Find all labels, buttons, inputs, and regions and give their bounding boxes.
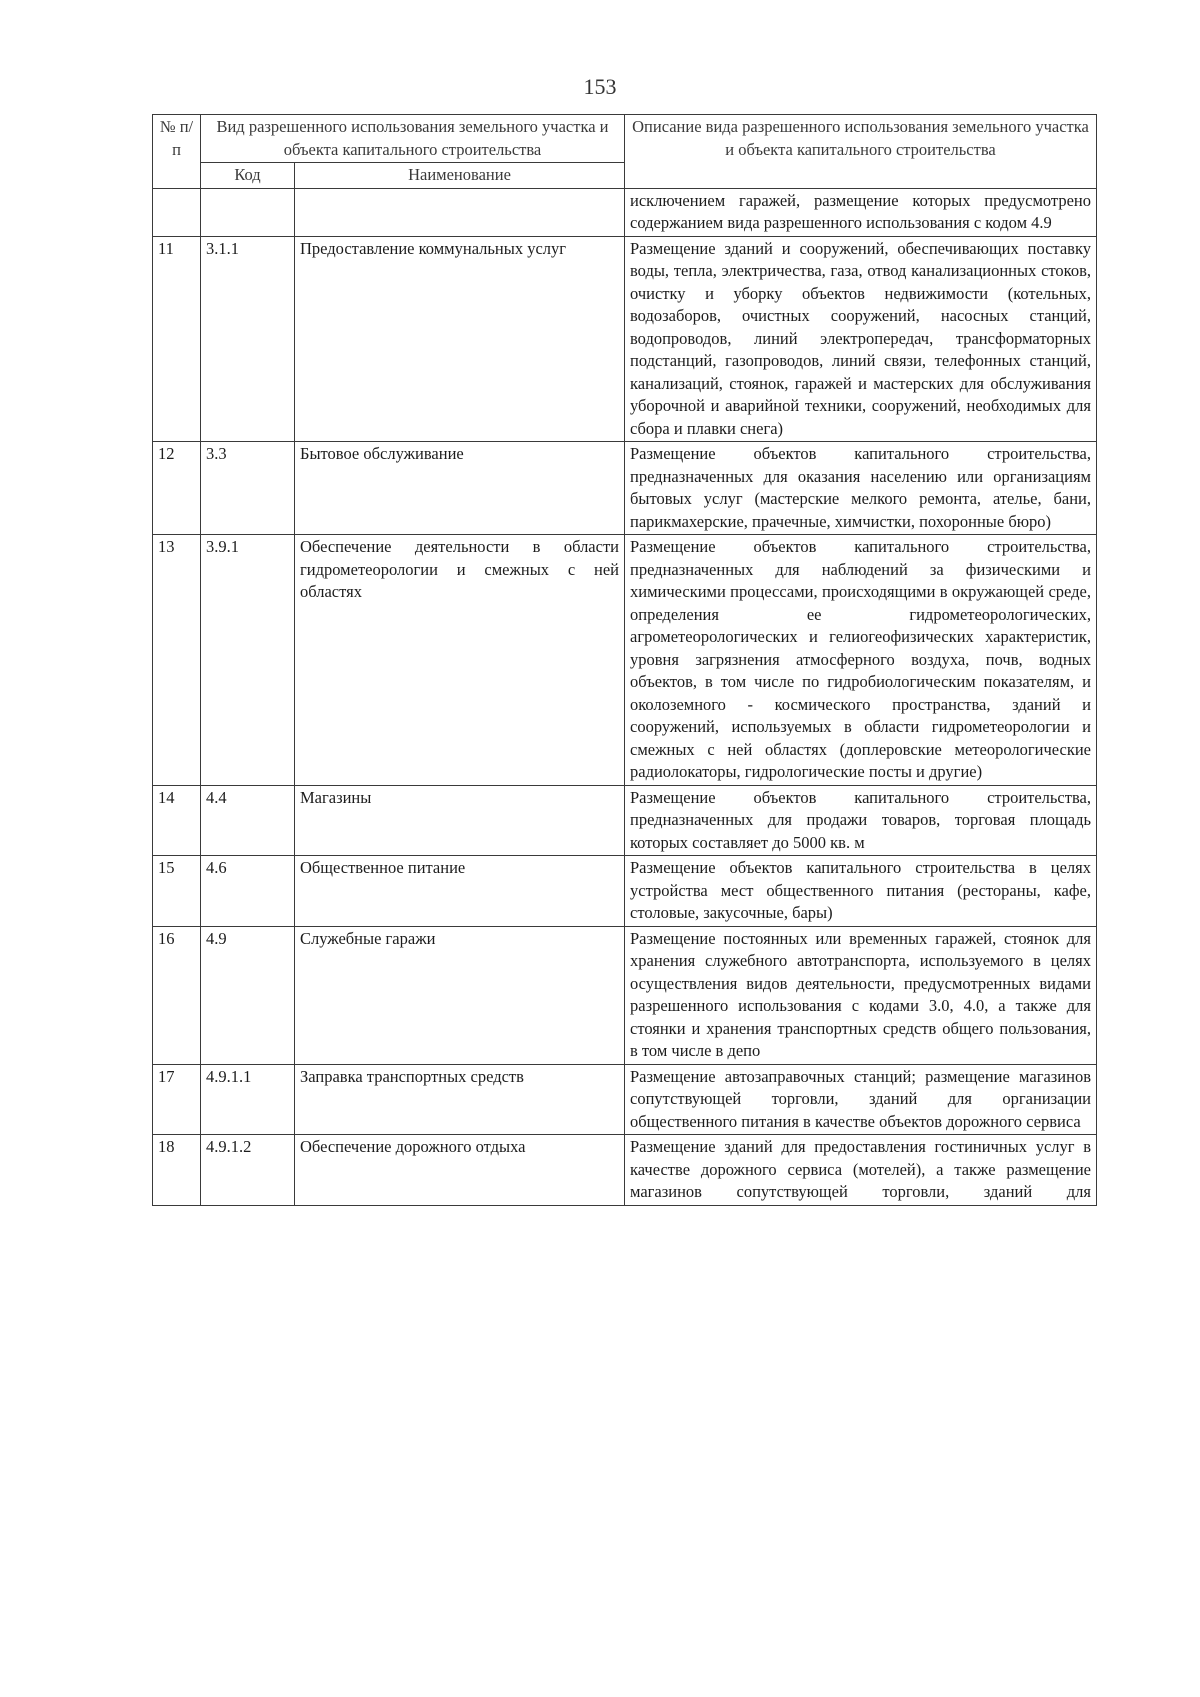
table-row	[153, 442, 1097, 535]
cell-name: Предоставление коммунальных услуг	[295, 236, 625, 442]
table-header	[153, 115, 1097, 189]
cell-description: Размещение зданий для предоставления гостиничных услуг в качестве дорожного сервиса (мотелей), а также размещение магазинов сопутствующей торговли, зданий для	[625, 1135, 1097, 1206]
page-number: 153	[583, 74, 617, 99]
header-code: Код	[201, 163, 295, 189]
land-use-table	[152, 114, 1097, 1206]
cell-description: Размещение объектов капитального строительства, предназначенных для продажи товаров, торговая площадь которых составляет до 5000 кв. м	[625, 785, 1097, 856]
cell-description: Размещение объектов капитального строительства, предназначенных для оказания населению или организациям бытовых услуг (мастерские мелкого ремонта, ателье, бани, парикмахерские, прачечные, химчистки, похоронные бюро)	[625, 442, 1097, 535]
cell-description: Размещение постоянных или временных гаражей, стоянок для хранения служебного автотранспорта, используемого в целях осуществления видов деятельности, предусмотренных видами разрешенного использования с кодами 3.0, 4.0, а также для стоянки и хранения транспортных средств общего пользования, в том числе в депо	[625, 926, 1097, 1064]
cell-name: Служебные гаражи	[295, 926, 625, 1064]
cell-name: Обеспечение дорожного отдыха	[295, 1135, 625, 1206]
cell-code: 3.3	[201, 442, 295, 535]
table-row	[153, 856, 1097, 927]
cell-name: Обеспечение деятельности в области гидрометеорологии и смежных с ней областях	[295, 535, 625, 786]
table-row	[153, 236, 1097, 442]
cell-name: Бытовое обслуживание	[295, 442, 625, 535]
table-row	[153, 535, 1097, 786]
cell-number: 18	[153, 1135, 201, 1206]
cell-name	[295, 188, 625, 236]
header-vri-group: Вид разрешенного использования земельного участка и объекта капитального строительства	[201, 115, 625, 163]
cell-number: 14	[153, 785, 201, 856]
cell-code: 4.9	[201, 926, 295, 1064]
cell-code: 3.1.1	[201, 236, 295, 442]
header-number: № п/п	[153, 115, 201, 189]
cell-code: 3.9.1	[201, 535, 295, 786]
header-description: Описание вида разрешенного использования земельного участка и объекта капитального строительства	[625, 115, 1097, 189]
cell-description: исключением гаражей, размещение которых предусмотрено содержанием вида разрешенного использования с кодом 4.9	[625, 188, 1097, 236]
cell-description: Размещение автозаправочных станций; размещение магазинов сопутствующей торговли, зданий для организации общественного питания в качестве объектов дорожного сервиса	[625, 1064, 1097, 1135]
cell-name: Заправка транспортных средств	[295, 1064, 625, 1135]
table-row	[153, 1135, 1097, 1206]
cell-number: 11	[153, 236, 201, 442]
cell-number	[153, 188, 201, 236]
cell-code	[201, 188, 295, 236]
cell-description: Размещение объектов капитального строительства в целях устройства мест общественного питания (рестораны, кафе, столовые, закусочные, бары)	[625, 856, 1097, 927]
cell-name: Общественное питание	[295, 856, 625, 927]
cell-code: 4.9.1.2	[201, 1135, 295, 1206]
cell-code: 4.6	[201, 856, 295, 927]
cell-number: 17	[153, 1064, 201, 1135]
cell-description: Размещение объектов капитального строительства, предназначенных для наблюдений за физическими и химическими процессами, происходящими в окружающей среде, определения ее гидрометеорологических, агрометеорологических и гелиогеофизических характеристик, уровня загрязнения атмосферного воздуха, почв, водных объектов, в том числе по гидробиологическим показателям, и околоземного - космического пространства, зданий и сооружений, используемых в области гидрометеорологии и смежных с ней областях (доплеровские метеорологические радиолокаторы, гидрологические посты и другие)	[625, 535, 1097, 786]
cell-code: 4.9.1.1	[201, 1064, 295, 1135]
table-row	[153, 926, 1097, 1064]
table-row	[153, 1064, 1097, 1135]
table-row	[153, 785, 1097, 856]
header-name: Наименование	[295, 163, 625, 189]
cell-code: 4.4	[201, 785, 295, 856]
cell-name: Магазины	[295, 785, 625, 856]
cell-number: 13	[153, 535, 201, 786]
cell-description: Размещение зданий и сооружений, обеспечивающих поставку воды, тепла, электричества, газа, отвод канализационных стоков, очистку и уборку объектов недвижимости (котельных, водозаборов, очистных сооружений, насосных станций, водопроводов, линий электропередач, трансформаторных подстанций, газопроводов, линий связи, телефонных станций, канализаций, стоянок, гаражей и мастерских для обслуживания уборочной и аварийной техники, сооружений, необходимых для сбора и плавки снега)	[625, 236, 1097, 442]
table-row-continuation	[153, 188, 1097, 236]
cell-number: 12	[153, 442, 201, 535]
cell-number: 15	[153, 856, 201, 927]
cell-number: 16	[153, 926, 201, 1064]
table-body	[153, 188, 1097, 1205]
